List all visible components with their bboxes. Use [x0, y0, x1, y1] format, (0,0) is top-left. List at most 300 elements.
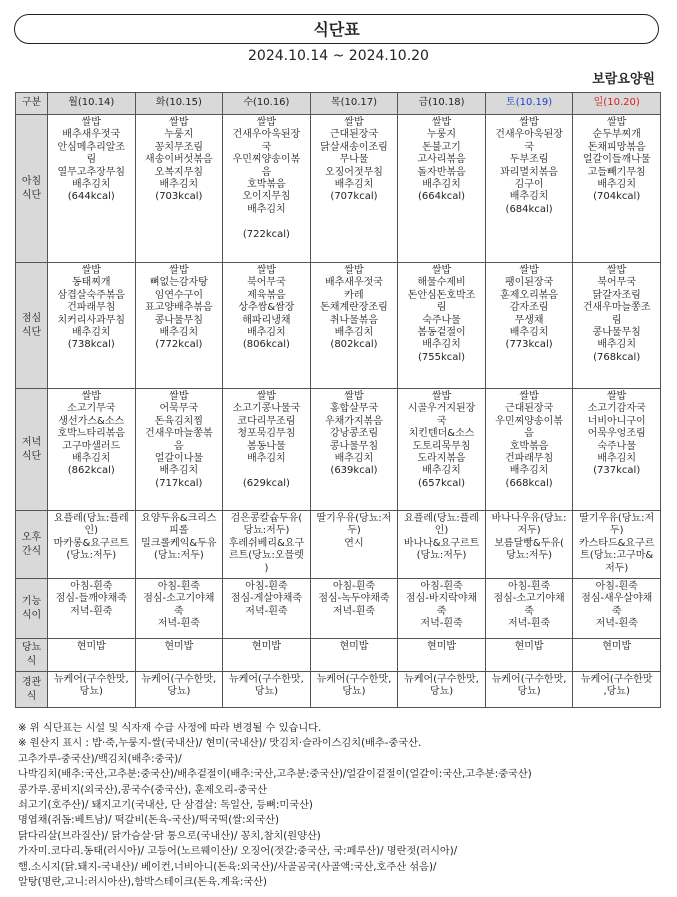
menu-item: 안심메추리알조	[57, 141, 126, 153]
menu-item: 쌀밥	[81, 391, 101, 402]
menu-item: 숙주나물	[597, 440, 636, 452]
menu-cell	[573, 115, 661, 263]
menu-item: 배추새우젓국	[62, 129, 121, 141]
menu-item: 돈육김치찜	[154, 415, 203, 427]
menu-item: 팽이된장국	[504, 277, 554, 289]
menu-item: 현미밥	[602, 641, 632, 652]
menu-item: 배추김치	[422, 339, 461, 351]
menu-item: 요플레(당뇨:플레	[53, 513, 129, 524]
menu-item: 림	[436, 302, 447, 314]
calorie-value: (639kcal)	[330, 465, 378, 477]
menu-item: 뉴케어(구수한맛,	[404, 674, 479, 685]
menu-item: 쌀밥	[344, 391, 364, 402]
menu-item	[224, 465, 309, 477]
header-corner: 구분	[16, 93, 48, 115]
menu-item: 근대된장국	[504, 403, 554, 415]
menu-cell	[398, 639, 486, 672]
note-line: ※ 원산지 표시 : 밥·죽,누룽지-쌀(국내산)/ 현미(국내산)/ 맛김치·슬라이스김치(배추-중국산.	[18, 738, 422, 750]
weekly-menu-table	[15, 92, 661, 708]
calorie-value: (802kcal)	[330, 339, 378, 351]
menu-item: 인)	[84, 525, 99, 537]
row-label-line: 식단	[21, 189, 42, 201]
menu-item: 삼겹살숙주볶음	[57, 289, 126, 301]
menu-item: 쌀밥	[431, 117, 452, 128]
menu-item: 소고기감자국	[587, 403, 646, 415]
menu-item: 현미밥	[251, 641, 281, 652]
menu-item: 쌀밥	[344, 265, 364, 276]
menu-item: 딸기우유(당뇨:저	[316, 513, 392, 524]
menu-item: 고들빼기무침	[587, 166, 646, 178]
menu-item: 꽁치무조림	[154, 141, 203, 153]
menu-item: 뉴케어(구수한맛,	[229, 674, 304, 685]
menu-item: 배추김치	[71, 179, 111, 191]
menu-item: 청포묵김무침	[237, 428, 296, 440]
menu-item: 배추김치	[159, 179, 199, 191]
calorie-value: (806kcal)	[242, 339, 290, 351]
menu-item: (당뇨:저두)	[416, 550, 467, 562]
menu-item: 쌀밥	[344, 117, 364, 128]
row-label-line: 간식	[21, 545, 42, 557]
menu-cell	[135, 672, 223, 708]
menu-item: 치킨텐더&소스	[408, 428, 475, 440]
menu-cell	[573, 639, 661, 672]
menu-item: 쌀밥	[607, 265, 627, 276]
row-label	[16, 672, 48, 708]
menu-item: 당뇨)	[429, 686, 454, 698]
menu-item: 아침-흰죽	[245, 581, 288, 592]
menu-item: 쌀밥	[81, 265, 101, 276]
menu-cell	[398, 115, 486, 263]
note-line: 나박김치(배추:국산,고추분:중국산)/배추겉절이(배추:국산,고추분:중국산)/얼갈이겉절이(얼갈이:국산,고추분:중국산)	[18, 769, 532, 781]
menu-item: 호박볶음	[509, 440, 549, 452]
row-label-line: 아침	[21, 175, 42, 187]
menu-cell	[573, 263, 661, 389]
menu-item: 죽	[436, 605, 447, 617]
menu-item: 돈채피망볶음	[587, 141, 646, 153]
menu-cell	[48, 579, 136, 639]
menu-item: 열무고추장무침	[57, 166, 126, 178]
note-line: 가자미.코다리.동태(러시아)/ 고등어(노르웨이산)/ 오징어(젓갈:중국산, 국:페루산)/ 명란젓(러시아)/	[18, 846, 458, 858]
menu-item: 딸기우유(당뇨:저	[579, 513, 655, 524]
menu-item: 현미밥	[339, 641, 369, 652]
menu-item: 배추김치	[247, 203, 286, 215]
menu-item: 배추김치	[334, 327, 374, 339]
menu-cell	[135, 115, 223, 263]
row-label-line: 저녁	[21, 436, 42, 448]
menu-item: 배추김치	[247, 453, 286, 465]
menu-item: 배추김치	[509, 465, 549, 477]
menu-cell	[223, 389, 311, 511]
menu-item: 우민찌양송이볶	[232, 154, 301, 166]
menu-item: 시골우거지된장	[407, 403, 476, 415]
menu-item: 어묵우엉조림	[587, 428, 646, 440]
menu-item: 당뇨:저두)	[243, 525, 290, 537]
menu-item: 얼갈이들깨나물	[582, 154, 651, 166]
menu-item: 쌀밥	[169, 391, 189, 402]
menu-item: 쌀밥	[81, 117, 101, 128]
menu-item: 아침-흰죽	[157, 581, 200, 592]
row-label-line: 식	[26, 690, 37, 702]
menu-item: 국	[436, 415, 447, 427]
calorie-value: (772kcal)	[155, 339, 203, 351]
calorie-value: (703kcal)	[155, 191, 203, 203]
menu-item: 당뇨)	[517, 686, 541, 698]
menu-item: 건새우아욱된장	[232, 129, 301, 141]
note-line: 닭다리살(브라질산)/ 닭가슴살·닭 통으로(국내산)/ 꽁치,참치(원양산)	[18, 830, 321, 842]
menu-item: 현미밥	[427, 641, 457, 652]
menu-item: 현미밥	[164, 641, 194, 652]
menu-item	[224, 216, 309, 228]
row-label	[16, 115, 48, 263]
note-line: ※ 위 식단표는 시설 및 식자재 수급 사정에 따라 변경될 수 있습니다.	[18, 723, 322, 734]
menu-item: 돈불고기	[422, 141, 461, 153]
calorie-value: (629kcal)	[242, 477, 290, 489]
menu-cell	[310, 672, 398, 708]
menu-item: 호박느타리볶음	[57, 428, 126, 440]
menu-item: 점심-소고기야채	[143, 593, 215, 605]
menu-item: 꽈리멸치볶음	[500, 166, 559, 178]
calorie-value: (768kcal)	[593, 351, 641, 363]
menu-item: 아침-흰죽	[70, 581, 113, 592]
menu-item: 임연수구이	[154, 289, 203, 301]
menu-item: 음	[261, 166, 272, 178]
menu-row-snack	[16, 511, 661, 579]
menu-item: 현미밥	[514, 641, 544, 652]
menu-item: 북어무국	[597, 277, 636, 289]
row-label	[16, 263, 48, 389]
menu-cell	[223, 579, 311, 639]
row-label-line: 식단	[21, 326, 42, 338]
menu-item: 죽	[174, 605, 184, 617]
menu-cell	[48, 115, 136, 263]
menu-item: 봄동나물	[247, 440, 286, 452]
menu-item: 뉴케어(구수한맛	[580, 674, 653, 685]
menu-item: 홍합살무국	[329, 403, 379, 415]
table-header-row	[16, 93, 661, 115]
menu-cell	[135, 579, 223, 639]
menu-cell	[310, 511, 398, 579]
menu-cell	[223, 639, 311, 672]
row-label-line: 식	[26, 656, 37, 667]
menu-item: 쌀밥	[607, 117, 627, 128]
menu-item: 건파래무침	[67, 302, 116, 314]
calorie-value: (773kcal)	[505, 339, 553, 351]
menu-item: 배추김치	[334, 179, 374, 191]
menu-item: 어묵무국	[159, 403, 199, 415]
menu-item: 쌀밥	[256, 265, 277, 276]
menu-item: 상추쌈&쌈장	[238, 302, 295, 314]
row-label	[16, 579, 48, 639]
note-line: 고추가루-중국산)/백김치(배추:중국)/	[18, 753, 182, 765]
menu-item: 고사리볶음	[417, 154, 466, 166]
menu-item: 보름달빵&두유(	[494, 537, 564, 549]
menu-item: 아침-흰죽	[595, 581, 638, 592]
day-header-sunday: 일(10.20)	[573, 93, 661, 115]
row-label	[16, 639, 48, 672]
calorie-value: (862kcal)	[67, 465, 115, 477]
note-line: 알탕(명란,고니:러시아산),함박스테이크(돈육.계육:국산)	[18, 877, 267, 889]
menu-item: 뉴케어(구수한맛,	[316, 674, 392, 685]
menu-item: 봄동겉절이	[417, 327, 466, 339]
menu-item: 콩나물무침	[592, 327, 641, 339]
menu-item: 건새우아욱된장	[495, 129, 563, 141]
menu-cell	[223, 511, 311, 579]
menu-item: 오복지무침	[154, 166, 203, 178]
menu-item: 저두)	[517, 525, 541, 537]
row-label-line: 식단	[21, 450, 42, 462]
menu-item: 쌀밥	[169, 265, 189, 276]
menu-item: 해파리냉채	[242, 314, 291, 326]
menu-item: 카레	[344, 289, 364, 301]
menu-item: 동태찌개	[71, 277, 111, 289]
menu-item: 아침-흰죽	[507, 581, 551, 592]
calorie-value: (668kcal)	[505, 477, 553, 489]
menu-row-diabetic-diet	[16, 639, 661, 672]
calorie-value: (722kcal)	[242, 228, 290, 240]
calorie-value: (717kcal)	[155, 477, 203, 489]
menu-item: 감자조림	[509, 302, 549, 314]
menu-item: 점심-소고기야채	[493, 593, 565, 605]
day-header: 수(10.16)	[223, 93, 311, 115]
menu-row-tube-feeding	[16, 672, 661, 708]
menu-row-therapeutic-diet	[16, 579, 661, 639]
menu-item: (당뇨:저두)	[66, 550, 117, 562]
menu-cell	[485, 263, 573, 389]
menu-item: (당뇨:저두)	[153, 550, 204, 562]
menu-item: 배추김치	[422, 179, 461, 191]
note-line: 콩가루.콩비지(외국산),콩국수(중국산), 훈제오리-중국산	[18, 784, 268, 796]
menu-cell	[485, 579, 573, 639]
menu-item: 당뇨)	[342, 686, 366, 698]
menu-item: 쌀밥	[519, 117, 539, 128]
menu-item: 우민찌양송이볶	[495, 415, 563, 427]
menu-cell	[398, 389, 486, 511]
menu-item: 국	[524, 141, 534, 153]
menu-item: 쌀밥	[519, 265, 539, 276]
menu-item: 누룽지	[164, 129, 194, 141]
menu-item: 후레쉬베리&요구	[228, 537, 305, 549]
menu-item: 호박볶음	[247, 179, 286, 191]
menu-item: 너비아니구이	[587, 415, 646, 427]
menu-item: 점심-들깨야채죽	[55, 593, 127, 605]
notes-section	[18, 721, 663, 890]
menu-cell	[48, 672, 136, 708]
menu-item: 취나물볶음	[329, 314, 379, 326]
menu-cell	[573, 389, 661, 511]
menu-row-breakfast	[16, 115, 661, 263]
menu-cell	[398, 672, 486, 708]
menu-item: 쌀밥	[431, 265, 452, 276]
menu-item: 배추김치	[597, 453, 636, 465]
menu-item: 고구마샐러드	[62, 440, 121, 452]
menu-item: 제육볶음	[247, 289, 286, 301]
menu-item: 피롤	[169, 525, 189, 537]
menu-item: 쌀밥	[256, 391, 277, 402]
menu-cell	[573, 511, 661, 579]
menu-item: 콩나물무침	[154, 314, 203, 326]
menu-item: 음	[174, 440, 184, 452]
day-header: 목(10.17)	[310, 93, 398, 115]
menu-cell	[135, 389, 223, 511]
menu-item: 도라지볶음	[417, 453, 466, 465]
menu-item: 바나나&요구르트	[403, 537, 480, 549]
menu-item: 누룽지	[427, 129, 457, 141]
menu-item: 뼈없는감자탕	[149, 277, 208, 289]
menu-item: 콩나물무침	[329, 440, 379, 452]
menu-item: 마카롱&요구르트	[53, 537, 129, 549]
menu-item: 배추김치	[159, 465, 199, 477]
menu-item: 생선가스&소스	[58, 415, 125, 427]
calorie-value: (644kcal)	[67, 191, 115, 203]
menu-item: 인)	[434, 525, 449, 537]
menu-item: 건새우마늘쫑볶	[145, 428, 213, 440]
row-label	[16, 511, 48, 579]
menu-cell	[223, 263, 311, 389]
calorie-value: (737kcal)	[593, 465, 641, 477]
menu-item: 김구이	[514, 179, 544, 191]
menu-item: 두부조림	[509, 154, 549, 166]
menu-item: 당뇨:저두)	[506, 550, 553, 562]
menu-row-lunch	[16, 263, 661, 389]
menu-cell	[135, 639, 223, 672]
menu-item: 해물수제비	[417, 277, 466, 289]
menu-cell	[223, 672, 311, 708]
menu-item: 당뇨)	[254, 686, 279, 698]
menu-item: 저녁-흰죽	[245, 605, 288, 617]
menu-item: 북어무국	[247, 277, 286, 289]
menu-item: 뉴케어(구수한맛,	[53, 674, 129, 685]
menu-cell	[310, 263, 398, 389]
menu-item: 당뇨)	[167, 686, 191, 698]
day-header-saturday: 토(10.19)	[485, 93, 573, 115]
row-label-line: 점심	[21, 312, 42, 324]
organization-name: 보람요양원	[592, 72, 655, 87]
menu-item: 쌀밥	[607, 391, 627, 402]
menu-cell	[485, 389, 573, 511]
menu-item: 훈제오리볶음	[500, 289, 559, 301]
menu-item: 배추새우젓국	[324, 277, 383, 289]
menu-item: 숙주나물	[422, 314, 461, 326]
menu-cell	[48, 263, 136, 389]
menu-item: 점심-새우살야채	[581, 593, 653, 605]
menu-item: 오이지무침	[242, 191, 291, 203]
menu-item: 배추김치	[71, 327, 111, 339]
row-label-line: 경관	[21, 676, 42, 688]
menu-item: 카스타드&요구르	[578, 537, 655, 549]
menu-item: 닭갈자조림	[592, 289, 641, 301]
menu-item: 저녁-흰죽	[157, 618, 200, 630]
menu-item: 배추김치	[334, 453, 374, 465]
menu-item: 배추김치	[509, 191, 549, 203]
menu-cell	[398, 511, 486, 579]
row-label-line: 기능	[21, 595, 42, 607]
menu-item: 검은콩칼슘두유(	[230, 513, 303, 524]
menu-item: 뉴케어(구수한맛,	[491, 674, 567, 685]
menu-cell	[485, 115, 573, 263]
menu-item: ,당뇨)	[603, 686, 630, 698]
menu-item: 두)	[609, 525, 624, 537]
menu-item: 쌀밥	[431, 391, 452, 402]
menu-item: 요플레(당뇨:플레	[404, 513, 479, 524]
menu-item: 밀크롤케익&두유	[141, 537, 217, 549]
menu-cell	[310, 115, 398, 263]
menu-item: 쌀밥	[519, 391, 539, 402]
menu-cell	[48, 389, 136, 511]
menu-item: 점심-게살야채죽	[230, 593, 303, 605]
menu-cell	[135, 511, 223, 579]
menu-item: 돌자반볶음	[417, 166, 466, 178]
calorie-value: (707kcal)	[330, 191, 378, 203]
menu-cell	[398, 263, 486, 389]
menu-item: 쌀밥	[256, 117, 277, 128]
menu-item: 닭살새송이조림	[320, 141, 388, 153]
menu-item: 새송이버섯볶음	[145, 154, 213, 166]
calorie-value: (684kcal)	[505, 203, 553, 215]
menu-item: 순두부찌개	[592, 129, 641, 141]
menu-cell	[573, 579, 661, 639]
menu-period: 2024.10.14 ~ 2024.10.20	[248, 48, 429, 64]
menu-item: 건새우마늘쫑조	[582, 302, 651, 314]
menu-item: 저녁-흰죽	[595, 618, 638, 630]
menu-item: 치커리사과무침	[57, 314, 126, 326]
menu-item: 코다리무조림	[237, 415, 296, 427]
menu-cell	[573, 672, 661, 708]
menu-item: 우채가지볶음	[324, 415, 383, 427]
calorie-value: (738kcal)	[67, 339, 115, 351]
menu-item: 뉴케어(구수한맛,	[141, 674, 217, 685]
day-header: 화(10.15)	[135, 93, 223, 115]
menu-item: 돈채계란장조림	[320, 302, 388, 314]
calorie-value: (664kcal)	[417, 191, 466, 203]
menu-item: 점심-바지락야채	[405, 593, 478, 605]
menu-item: 림	[86, 154, 97, 166]
menu-item: 요양두유&크리스	[141, 513, 217, 524]
menu-item: 배추김치	[509, 327, 549, 339]
menu-cell	[310, 639, 398, 672]
menu-item: 소고기무국	[67, 403, 116, 415]
menu-item: 저두)	[605, 562, 629, 574]
calorie-value: (657kcal)	[417, 477, 466, 489]
menu-cell	[48, 639, 136, 672]
menu-item: 무생채	[514, 314, 544, 326]
row-label	[16, 389, 48, 511]
menu-item: 저녁-흰죽	[332, 605, 376, 617]
menu-item: 배추김치	[597, 179, 636, 191]
menu-item: 배추김치	[71, 453, 111, 465]
menu-item: 국	[261, 141, 272, 153]
menu-item: 죽	[524, 605, 534, 617]
day-header: 월(10.14)	[48, 93, 136, 115]
menu-item: 아침-흰죽	[332, 581, 376, 592]
menu-item: 저녁-흰죽	[420, 618, 463, 630]
row-label-line: 당뇨	[21, 642, 42, 653]
menu-item: 점심-녹두야채죽	[318, 593, 390, 605]
menu-item: 림	[611, 314, 622, 326]
menu-item: 돈안심돈호박조	[407, 289, 476, 301]
menu-item: 배추김치	[159, 327, 199, 339]
menu-item: 아침-흰죽	[420, 581, 463, 592]
menu-item: 도토리묵무침	[412, 440, 471, 452]
note-line: 햄.소시지(닭.돼지-국내산)/ 베이컨,너비아니(돈육:외국산)/사골곰국(사골액:국산,호주산 섞음)/	[18, 861, 437, 873]
menu-item: 오징어젓무침	[324, 166, 383, 178]
menu-item: 배추김치	[597, 339, 636, 351]
menu-item: 두)	[347, 525, 361, 537]
menu-item: 트(당뇨:고구마&	[580, 550, 654, 562]
menu-cell	[310, 579, 398, 639]
menu-item: 죽	[611, 605, 622, 617]
menu-item: 현미밥	[76, 641, 106, 652]
calorie-value: (755kcal)	[417, 351, 466, 363]
